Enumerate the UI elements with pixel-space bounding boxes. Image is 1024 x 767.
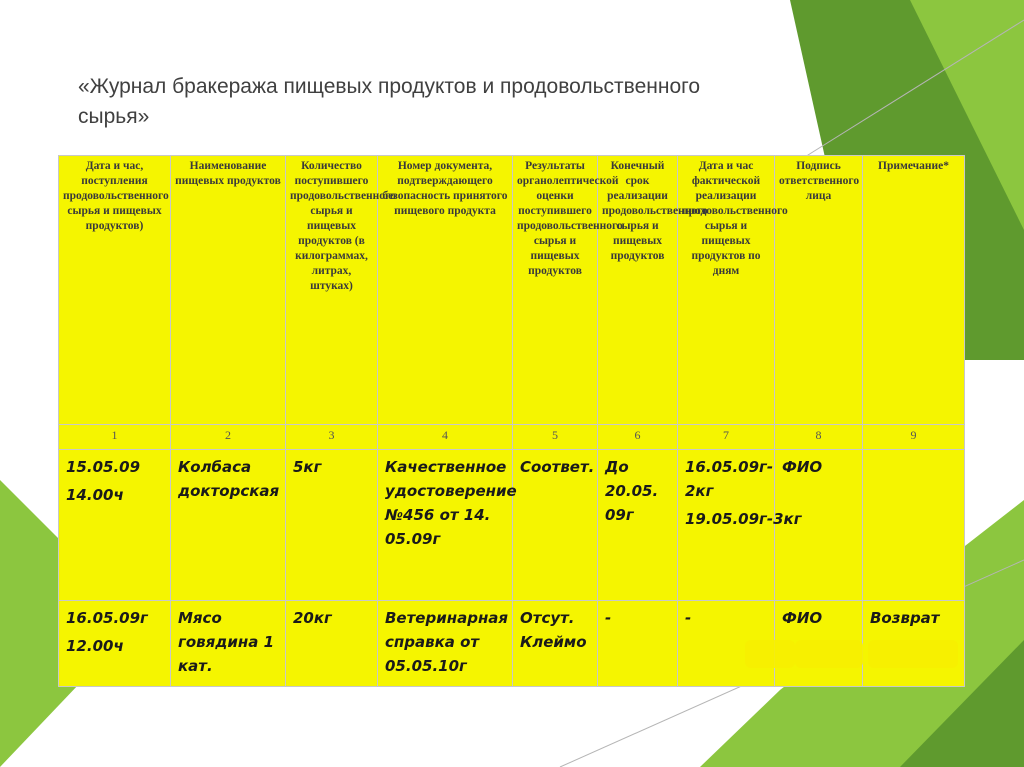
- column-number: 9: [863, 425, 965, 450]
- quantity-cell: 20кг: [286, 601, 378, 687]
- highlight-smudge: [795, 640, 863, 668]
- slide-title: «Журнал бракеража пищевых продуктов и продовольственного сырья»: [78, 75, 701, 128]
- column-number: 1: [59, 425, 171, 450]
- column-number: 5: [513, 425, 598, 450]
- header-cell: Результаты органолептической оценки поступившего продовольственного сырья и пищевых продуктов: [513, 156, 598, 425]
- sale-cell: [678, 450, 802, 601]
- sale-entry: -: [685, 609, 692, 628]
- header-cell: Номер документа, подтверждающего безопасность принятого пищевого продукта: [378, 156, 513, 425]
- document-cell: Качественное удостоверение №456 от 14. 05.09г: [378, 450, 513, 601]
- sale-entry: 19.05.09г-3кг: [685, 510, 802, 529]
- evaluation-cell: Соответ.: [513, 450, 598, 601]
- table-row: [59, 450, 965, 601]
- signature-cell: ФИО: [775, 450, 863, 601]
- sale-entry: 16.05.09г- 2кг: [685, 458, 774, 501]
- column-number: 2: [171, 425, 286, 450]
- header-cell: Подпись ответственного лица: [775, 156, 863, 425]
- time-value: 12.00ч: [66, 637, 124, 656]
- header-cell: Дата и час фактической реализации продовольственного сырья и пищевых продуктов по дням: [678, 156, 775, 425]
- header-cell: Наименование пищевых продуктов: [171, 156, 286, 425]
- highlight-smudge: [745, 640, 795, 668]
- header-cell: Дата и час, поступления продовольственного сырья и пищевых продуктов): [59, 156, 171, 425]
- product-cell: Колбаса докторская: [171, 450, 286, 601]
- document-cell: Ветеринарная справка от 05.05.10г: [378, 601, 513, 687]
- date-cell: [59, 601, 171, 687]
- column-number: 4: [378, 425, 513, 450]
- column-number: 3: [286, 425, 378, 450]
- column-number: 7: [678, 425, 775, 450]
- header-row: [59, 156, 965, 425]
- column-number-row: [59, 425, 965, 450]
- evaluation-cell: Отсут. Клеймо: [513, 601, 598, 687]
- journal-table-container: [58, 155, 964, 687]
- time-value: 14.00ч: [66, 486, 124, 505]
- highlight-smudge: [868, 640, 958, 668]
- date-cell: [59, 450, 171, 601]
- date-value: 15.05.09: [66, 458, 141, 477]
- signature-cell: ФИО: [775, 601, 863, 687]
- journal-table: [58, 155, 965, 687]
- product-cell: Мясо говядина 1 кат.: [171, 601, 286, 687]
- date-value: 16.05.09г: [66, 609, 148, 628]
- header-cell: Количество поступившего продовольственного сырья и пищевых продуктов (в килограммах, литрах, штуках): [286, 156, 378, 425]
- expiry-cell: До 20.05. 09г: [598, 450, 678, 601]
- note-cell: Возврат: [863, 601, 965, 687]
- quantity-cell: 5кг: [286, 450, 378, 601]
- column-number: 6: [598, 425, 678, 450]
- expiry-cell: -: [598, 601, 678, 687]
- note-cell: [863, 450, 965, 601]
- column-number: 8: [775, 425, 863, 450]
- header-cell: Конечный срок реализации продовольственного сырья и пищевых продуктов: [598, 156, 678, 425]
- header-cell: Примечание*: [863, 156, 965, 425]
